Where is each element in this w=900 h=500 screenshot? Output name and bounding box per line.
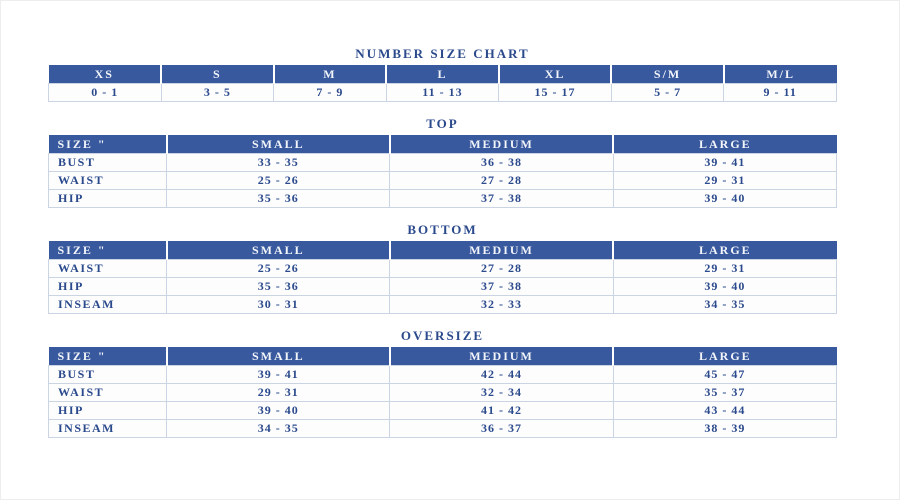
number-size-chart-header-row xyxy=(49,65,837,84)
column-header: SMALL xyxy=(167,241,390,260)
table-row xyxy=(49,420,837,438)
measurement-cell: 39 - 41 xyxy=(167,366,390,384)
measurement-cell: 32 - 33 xyxy=(390,296,613,314)
measurement-cell: 35 - 36 xyxy=(167,278,390,296)
measurement-cell: 35 - 37 xyxy=(613,384,836,402)
size-value-cell: 7 - 9 xyxy=(274,84,387,102)
measurement-cell: 27 - 28 xyxy=(390,172,613,190)
table-row xyxy=(49,278,837,296)
row-label: WAIST xyxy=(49,260,167,278)
top-table xyxy=(48,135,837,208)
measurement-cell: 30 - 31 xyxy=(167,296,390,314)
column-header: S xyxy=(161,65,274,84)
measurement-cell: 34 - 35 xyxy=(613,296,836,314)
measurement-cell: 27 - 28 xyxy=(390,260,613,278)
size-value-cell: 3 - 5 xyxy=(161,84,274,102)
row-label: BUST xyxy=(49,366,167,384)
measurement-cell: 43 - 44 xyxy=(613,402,836,420)
column-header: XL xyxy=(499,65,612,84)
column-header: SMALL xyxy=(167,347,390,366)
oversize-table xyxy=(48,347,837,438)
top-section xyxy=(48,117,837,208)
size-value-cell: 9 - 11 xyxy=(724,84,837,102)
bottom-table-title: BOTTOM xyxy=(407,222,478,237)
measurement-cell: 39 - 40 xyxy=(613,190,836,208)
column-header: LARGE xyxy=(613,135,836,154)
column-header: SMALL xyxy=(167,135,390,154)
measurement-cell: 29 - 31 xyxy=(613,260,836,278)
bottom-table xyxy=(48,241,837,314)
row-label: INSEAM xyxy=(49,420,167,438)
column-header: MEDIUM xyxy=(390,347,613,366)
column-header: SIZE " xyxy=(49,347,167,366)
row-label: WAIST xyxy=(49,172,167,190)
measurement-cell: 36 - 38 xyxy=(390,154,613,172)
table-row xyxy=(49,172,837,190)
size-value-cell: 5 - 7 xyxy=(611,84,724,102)
size-value-cell: 15 - 17 xyxy=(499,84,612,102)
content-wrap xyxy=(48,47,837,438)
column-header: MEDIUM xyxy=(390,241,613,260)
number-size-chart-title: NUMBER SIZE CHART xyxy=(355,46,530,61)
bottom-section xyxy=(48,223,837,314)
row-label: INSEAM xyxy=(49,296,167,314)
column-header: SIZE " xyxy=(49,135,167,154)
row-label: BUST xyxy=(49,154,167,172)
measurement-cell: 29 - 31 xyxy=(613,172,836,190)
measurement-cell: 39 - 41 xyxy=(613,154,836,172)
top-table-title: TOP xyxy=(426,116,459,131)
row-label: HIP xyxy=(49,190,167,208)
column-header: L xyxy=(386,65,499,84)
row-label: HIP xyxy=(49,402,167,420)
measurement-cell: 37 - 38 xyxy=(390,190,613,208)
measurement-cell: 25 - 26 xyxy=(167,172,390,190)
measurement-cell: 33 - 35 xyxy=(167,154,390,172)
measurement-cell: 29 - 31 xyxy=(167,384,390,402)
oversize-section xyxy=(48,329,837,438)
column-header: MEDIUM xyxy=(390,135,613,154)
top-header-row xyxy=(49,135,837,154)
measurement-cell: 42 - 44 xyxy=(390,366,613,384)
column-header: LARGE xyxy=(613,347,836,366)
table-row xyxy=(49,296,837,314)
measurement-cell: 36 - 37 xyxy=(390,420,613,438)
column-header: LARGE xyxy=(613,241,836,260)
table-row xyxy=(49,154,837,172)
bottom-header-row xyxy=(49,241,837,260)
table-row xyxy=(49,402,837,420)
size-value-cell: 11 - 13 xyxy=(386,84,499,102)
table-row xyxy=(49,384,837,402)
measurement-cell: 32 - 34 xyxy=(390,384,613,402)
measurement-cell: 41 - 42 xyxy=(390,402,613,420)
column-header: S/M xyxy=(611,65,724,84)
table-row xyxy=(49,190,837,208)
measurement-cell: 39 - 40 xyxy=(167,402,390,420)
column-header: SIZE " xyxy=(49,241,167,260)
table-row xyxy=(49,366,837,384)
row-label: WAIST xyxy=(49,384,167,402)
measurement-cell: 37 - 38 xyxy=(390,278,613,296)
size-value-cell: 0 - 1 xyxy=(49,84,162,102)
column-header: XS xyxy=(49,65,162,84)
measurement-cell: 25 - 26 xyxy=(167,260,390,278)
measurement-cell: 34 - 35 xyxy=(167,420,390,438)
measurement-cell: 38 - 39 xyxy=(613,420,836,438)
oversize-header-row xyxy=(49,347,837,366)
oversize-table-title: OVERSIZE xyxy=(400,328,485,343)
table-row xyxy=(49,260,837,278)
row-label: HIP xyxy=(49,278,167,296)
number-size-chart-table xyxy=(48,65,837,102)
column-header: M/L xyxy=(724,65,837,84)
measurement-cell: 35 - 36 xyxy=(167,190,390,208)
column-header: M xyxy=(274,65,387,84)
measurement-cell: 45 - 47 xyxy=(613,366,836,384)
measurement-cell: 39 - 40 xyxy=(613,278,836,296)
number-size-chart-values-row xyxy=(49,84,837,102)
